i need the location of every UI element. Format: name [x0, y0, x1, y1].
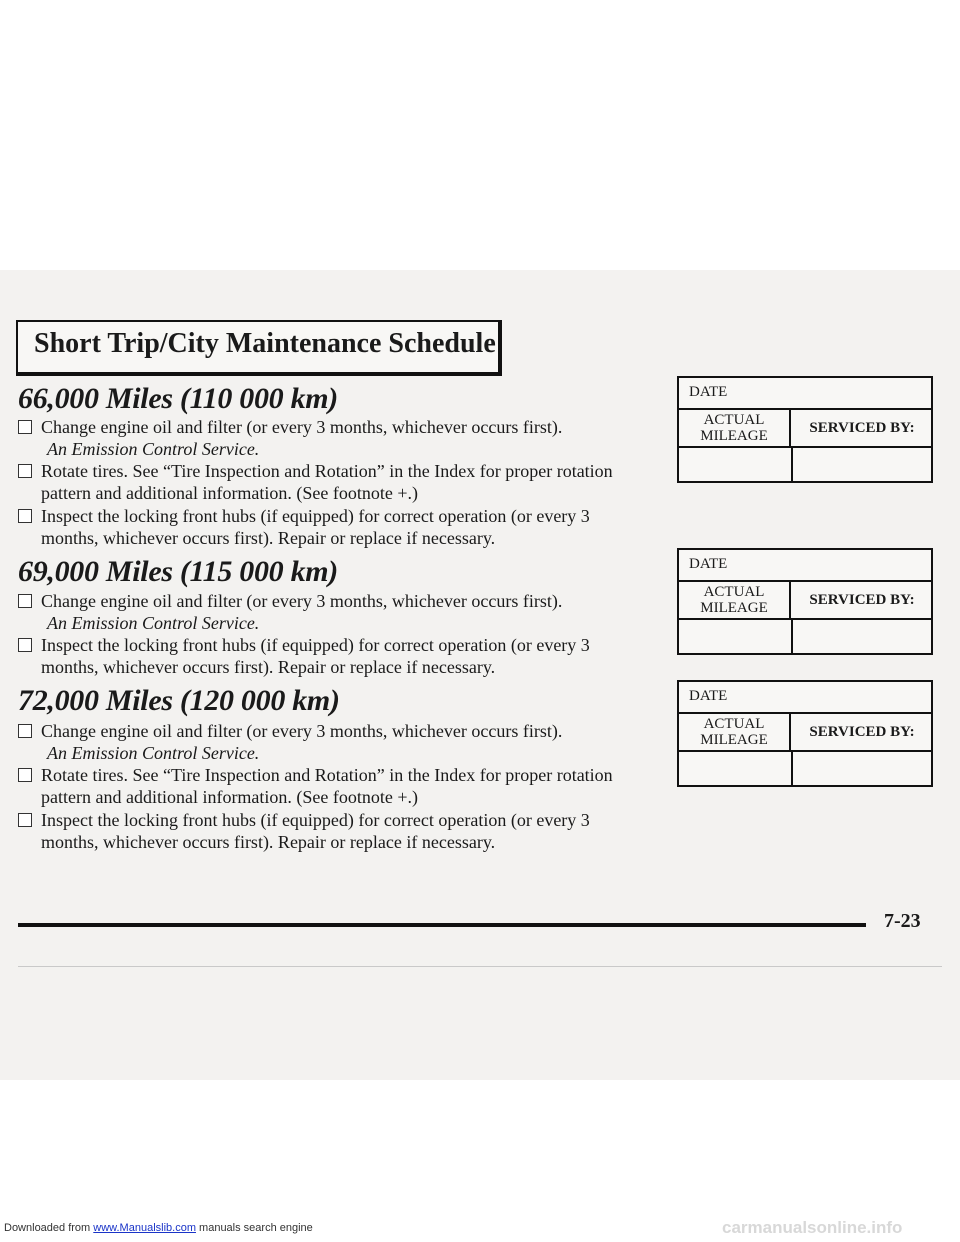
checklist-item [18, 416, 638, 460]
date-label: DATE [689, 688, 728, 704]
item-text: Change engine oil and filter (or every 3 months, whichever occurs first). [41, 417, 563, 437]
checklist-item [18, 590, 638, 634]
manualslib-link[interactable]: www.Manualslib.com [93, 1222, 196, 1234]
page-title: Short Trip/City Maintenance Schedule [34, 328, 496, 359]
section-heading-66000: 66,000 Miles (110 000 km) [18, 382, 338, 415]
checkbox-icon[interactable] [18, 464, 32, 478]
download-credit [4, 1222, 313, 1234]
scan-edge-line [18, 966, 942, 967]
checkbox-icon[interactable] [18, 768, 32, 782]
item-text: Inspect the locking front hubs (if equipped) for correct operation (or every 3 months, whichever occurs first). Repair or replace if necessary. [41, 635, 590, 677]
record-header-row [679, 408, 931, 446]
mileage-entry-cell[interactable] [679, 620, 793, 653]
record-header-row [679, 580, 931, 618]
mileage-entry-cell[interactable] [679, 752, 793, 785]
actual-mileage-label: ACTUAL MILEAGE [679, 582, 791, 618]
page-number: 7-23 [884, 910, 921, 932]
checklist-item [18, 460, 638, 504]
checkbox-icon[interactable] [18, 509, 32, 523]
serviced-by-label: SERVICED BY: [809, 592, 915, 608]
checkbox-icon[interactable] [18, 420, 32, 434]
serviced-by-label: SERVICED BY: [809, 724, 915, 740]
service-record-box [677, 548, 933, 655]
mileage-entry-cell[interactable] [679, 448, 793, 481]
checklist-item [18, 634, 638, 678]
page-title-box [16, 320, 502, 376]
service-record-box [677, 680, 933, 787]
checklist-item [18, 505, 638, 549]
item-text: Inspect the locking front hubs (if equipped) for correct operation (or every 3 months, whichever occurs first). Repair or replace if necessary. [41, 810, 590, 852]
actual-mileage-label: ACTUAL MILEAGE [679, 714, 791, 750]
record-entry-row[interactable] [679, 446, 931, 483]
checklist-item [18, 764, 638, 808]
item-text: Change engine oil and filter (or every 3 months, whichever occurs first). [41, 721, 563, 741]
section-heading-72000: 72,000 Miles (120 000 km) [18, 684, 340, 717]
item-text: Inspect the locking front hubs (if equipped) for correct operation (or every 3 months, whichever occurs first). Repair or replace if necessary. [41, 506, 590, 548]
item-note: An Emission Control Service. [47, 439, 260, 459]
item-note: An Emission Control Service. [47, 743, 260, 763]
checkbox-icon[interactable] [18, 638, 32, 652]
record-entry-row[interactable] [679, 618, 931, 655]
footer-rule [18, 923, 866, 927]
date-label: DATE [689, 384, 728, 400]
item-note: An Emission Control Service. [47, 613, 260, 633]
checkbox-icon[interactable] [18, 813, 32, 827]
date-label: DATE [689, 556, 728, 572]
checkbox-icon[interactable] [18, 594, 32, 608]
checklist-item [18, 809, 638, 853]
record-header-row [679, 712, 931, 750]
actual-mileage-label: ACTUAL MILEAGE [679, 410, 791, 446]
item-text: Rotate tires. See “Tire Inspection and Rotation” in the Index for proper rotation pattern and additional information. (See footnote +.) [41, 461, 613, 503]
service-record-box [677, 376, 933, 483]
credit-suffix: manuals search engine [195, 1222, 313, 1234]
site-watermark: carmanualsonline.info [722, 1218, 903, 1237]
checkbox-icon[interactable] [18, 724, 32, 738]
credit-prefix: Downloaded from [4, 1222, 94, 1234]
section-heading-69000: 69,000 Miles (115 000 km) [18, 555, 338, 588]
record-entry-row[interactable] [679, 750, 931, 787]
item-text: Change engine oil and filter (or every 3 months, whichever occurs first). [41, 591, 563, 611]
item-text: Rotate tires. See “Tire Inspection and Rotation” in the Index for proper rotation pattern and additional information. (See footnote +.) [41, 765, 613, 807]
checklist-item [18, 720, 638, 764]
serviced-by-label: SERVICED BY: [809, 420, 915, 436]
